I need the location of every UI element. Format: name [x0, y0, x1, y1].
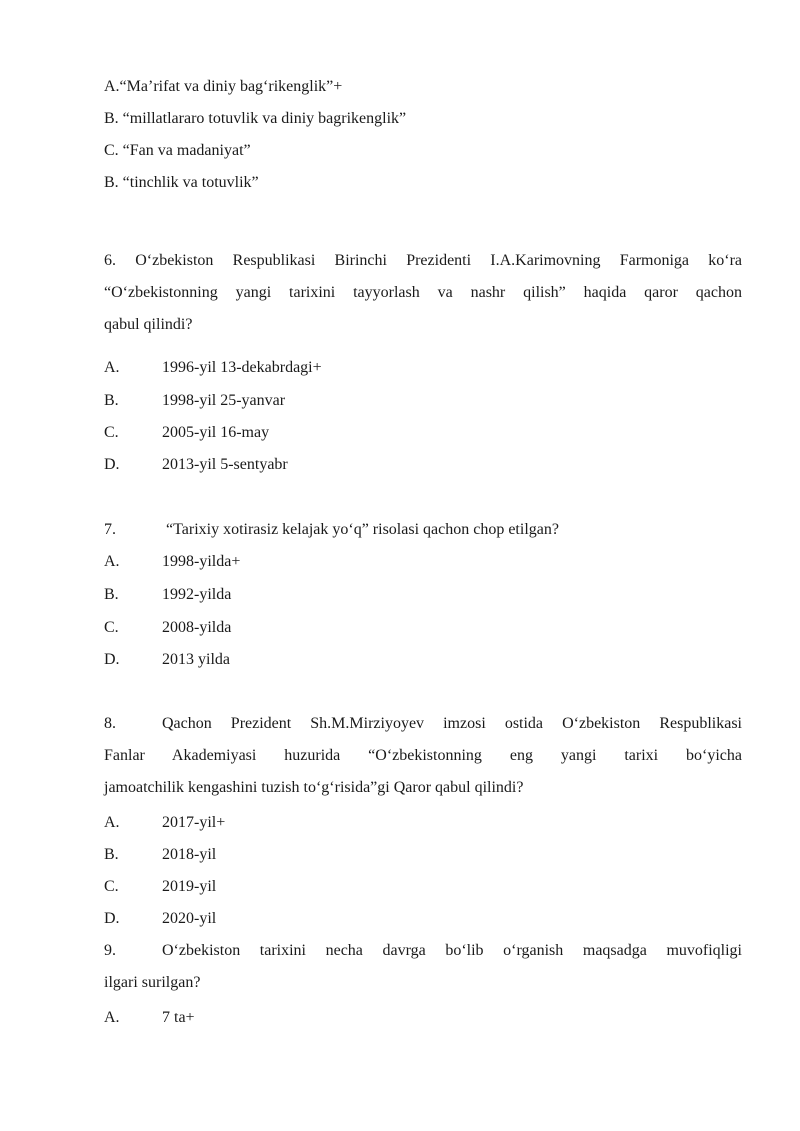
option-letter: B.	[104, 586, 119, 603]
question-9-line-2: ilgari surilgan?	[104, 974, 201, 991]
question-9-rest	[104, 967, 742, 999]
q5-option-c: C. “Fan va madaniyat”	[104, 142, 251, 159]
option-text: 1998-yil 25-yanvar	[162, 392, 286, 409]
option-letter: D.	[104, 651, 120, 668]
option-text: 1998-yilda+	[162, 553, 241, 570]
option-text: 2018-yil	[162, 846, 217, 863]
option-text: 1996-yil 13-dekabrdagi+	[162, 359, 322, 376]
option-text: 2013-yil 5-sentyabr	[162, 456, 288, 473]
question-6-line-3: qabul qilindi?	[104, 316, 193, 333]
option-text: 2008-yilda	[162, 619, 232, 636]
question-7-text: “Tarixiy xotirasiz kelajak yo‘q” risolasi qachon chop etilgan?	[166, 521, 559, 538]
option-letter: A.	[104, 1009, 120, 1026]
option-letter: C.	[104, 424, 119, 441]
option-text: 1992-yilda	[162, 586, 232, 603]
question-9-line-1: O‘zbekiston tarixini necha davrga bo‘lib o‘rganish maqsadga muvofiqligi	[162, 942, 742, 959]
option-letter: D.	[104, 910, 120, 927]
option-text: 7 ta+	[162, 1009, 195, 1026]
question-8-line-3: jamoatchilik kengashini tuzish to‘g‘risida”gi Qaror qabul qilindi?	[104, 779, 524, 796]
question-9-number: 9.	[104, 942, 116, 959]
question-8-line-1: Qachon Prezident Sh.M.Mirziyoyev imzosi ostida O‘zbekiston Respublikasi	[162, 715, 742, 732]
option-letter: A.	[104, 553, 120, 570]
option-letter: C.	[104, 619, 119, 636]
option-text: 2005-yil 16-may	[162, 424, 270, 441]
question-8-number: 8.	[104, 715, 116, 732]
option-letter: C.	[104, 878, 119, 895]
question-6-line-1: 6. O‘zbekiston Respublikasi Birinchi Prezidenti I.A.Karimovning Farmoniga ko‘ra	[104, 252, 742, 269]
question-8-line-2: Fanlar Akademiyasi huzurida “O‘zbekistonning eng yangi tarixi bo‘yicha	[104, 747, 742, 764]
question-8-rest	[104, 740, 742, 804]
option-letter: A.	[104, 359, 120, 376]
option-text: 2017-yil+	[162, 814, 226, 831]
option-letter: B.	[104, 392, 119, 409]
question-6	[104, 245, 742, 341]
option-text: 2019-yil	[162, 878, 217, 895]
option-letter: B.	[104, 846, 119, 863]
option-text: 2020-yil	[162, 910, 217, 927]
question-6-line-2: “O‘zbekistonning yangi tarixini tayyorlash va nashr qilish” haqida qaror qachon	[104, 284, 742, 301]
question-7-number: 7.	[104, 521, 116, 538]
question-9-first-line	[162, 935, 742, 967]
option-letter: D.	[104, 456, 120, 473]
q5-option-d: B. “tinchlik va totuvlik”	[104, 174, 259, 191]
question-8-first-line	[162, 708, 742, 740]
option-letter: A.	[104, 814, 120, 831]
option-text: 2013 yilda	[162, 651, 230, 668]
q5-option-a: A.“Ma’rifat va diniy bag‘rikenglik”+	[104, 78, 343, 95]
q5-option-b: B. “millatlararo totuvlik va diniy bagrikenglik”	[104, 110, 407, 127]
